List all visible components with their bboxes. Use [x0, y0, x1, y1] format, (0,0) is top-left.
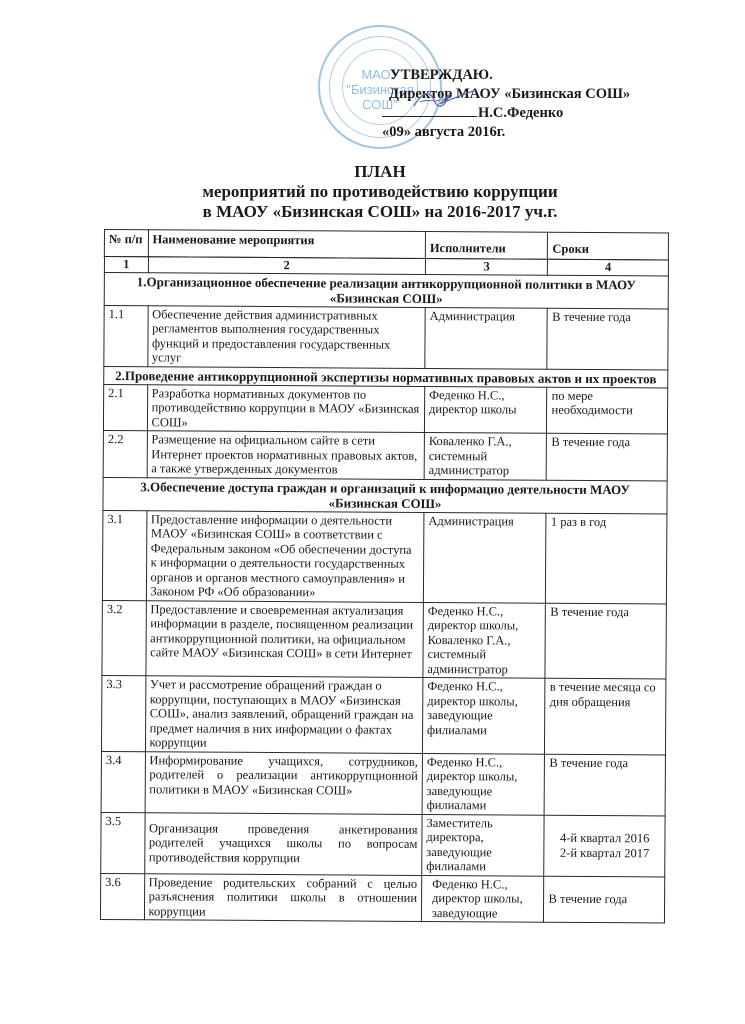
row-term: [544, 815, 665, 877]
table-row: [101, 675, 665, 754]
table-row: [101, 751, 665, 815]
row-name: Проведение родительских собраний с целью разъяснения политики школы в отношении коррупции: [144, 873, 422, 921]
table-row: [100, 873, 664, 923]
approval-position: Директор МАОУ «Бизинская СОШ»: [389, 86, 631, 102]
handwritten-signature: [410, 86, 480, 112]
section-header: [104, 272, 668, 308]
row-executors: Феденко Н.С., директор школы, заведующие филиалами: [422, 753, 545, 815]
table-row: [101, 812, 665, 876]
section-title: 2.Проведение антикоррупционной экспертизы нормативных правовых актов и их проектов: [104, 366, 668, 387]
row-term: по мере необходимости: [547, 387, 668, 434]
row-number: 3.1: [102, 510, 146, 600]
row-number: 3.2: [102, 600, 146, 676]
plan-table: [100, 256, 669, 923]
row-executors: Заместитель директора, заведующие филиалами: [422, 814, 545, 876]
header-num: № п/п: [104, 230, 148, 257]
row-number: 1.1: [104, 305, 148, 366]
section-title: 1.Организационное обеспечение реализации антикоррупционной политики в МАОУ «Бизинская СОШ»: [104, 272, 668, 308]
term-line: 2-й квартал 2017: [559, 845, 650, 860]
row-executors: Феденко Н.С., директор школы: [424, 386, 547, 433]
row-name: Размещение на официальном сайте в сети Интернет проектов нормативных правовых актов, а также утвержденных документов: [147, 431, 425, 479]
row-name: Разработка нормативных документов по противодействию коррупции в МАОУ «Бизинская СОШ»: [147, 384, 425, 432]
title-subtitle-2: в МАОУ «Бизинская СОШ» на 2016-2017 уч.г.: [202, 202, 558, 221]
stamp-line: "Бизинская: [346, 82, 414, 97]
column-number: 2: [148, 257, 426, 274]
row-name: Учет и рассмотрение обращений граждан о коррупции, поступающих в МАОУ «Бизинская СОШ», анализ заявлений, обращений граждан на предмет наличия в них информации о фактах коррупции: [145, 676, 423, 753]
approval-date: «09» августа 2016г.: [382, 124, 506, 140]
stamp-line: МАОУ: [361, 67, 399, 82]
table-row: [102, 510, 667, 603]
approval-heading: УТВЕРЖДАЮ.: [390, 67, 493, 83]
row-name: Предоставление и своевременная актуализация информации в разделе, посвященном реализации антикоррупционной политики, на официальном сайте МАОУ «Бизинская СОШ» в сети Интернет: [145, 600, 423, 677]
header-table: [104, 229, 669, 260]
table-row: [103, 430, 667, 480]
row-executors: Феденко Н.С., директор школы, заведующие филиалами: [422, 677, 545, 753]
row-number: 2.1: [103, 384, 147, 431]
row-executors: Администрация: [423, 512, 546, 603]
stamp-line: СОШ": [362, 97, 398, 112]
row-executors: Феденко Н.С., директор школы, заведующие: [421, 875, 544, 922]
document-title: [150, 162, 610, 222]
row-executors: Коваленко Г.А., системный администратор: [424, 432, 547, 479]
row-term: В течение года: [545, 603, 666, 679]
column-number: 3: [425, 258, 548, 274]
row-term: В течение года: [547, 308, 668, 370]
header-name: Наименование мероприятия: [148, 230, 426, 258]
table-row: [103, 384, 667, 434]
row-executors: Феденко Н.С., директор школы, Коваленко Г.А., системный администратор: [423, 602, 546, 678]
row-number: 2.2: [103, 430, 147, 477]
row-name: Предоставление информации о деятельности МАОУ «Бизинская СОШ» в соответствии с Федеральным законом «Об обеспечении доступа к информации о деятельности государственных органов и органов местного самоуправления» и Законом РФ «Об образовании»: [146, 510, 424, 602]
row-term: в течение месяца со дня обращения: [545, 678, 666, 754]
row-name: Обеспечение действия административных регламентов выполнения государственных функций и предоставления государственных услуг: [147, 305, 425, 368]
title-plan: ПЛАН: [354, 162, 406, 181]
row-name: Информирование учащихся, сотрудников, родителей о реализации антикоррупционной политики в МАОУ «Бизинская СОШ»: [145, 751, 423, 814]
row-name: Организация проведения анкетирования родителей учащихся школы по вопросам противодействия коррупции: [144, 812, 422, 875]
column-number: 1: [104, 257, 148, 273]
row-number: 3.5: [101, 812, 145, 873]
row-number: 3.6: [100, 873, 144, 920]
row-term: В течение года: [545, 754, 666, 816]
table-row: [104, 305, 668, 369]
term-line: 4-й квартал 2016: [559, 830, 650, 846]
section-header: [103, 477, 667, 513]
column-number: 4: [548, 259, 669, 275]
approver-name: Н.С.Феденко: [478, 105, 564, 121]
row-term: 1 раз в год: [546, 513, 667, 604]
row-term: В течение года: [547, 433, 668, 480]
row-term: В течение года: [544, 876, 665, 923]
table-row: [102, 600, 666, 679]
row-number: 3.3: [101, 675, 145, 751]
row-number: 3.4: [101, 751, 145, 812]
title-subtitle: мероприятий по противодействию коррупции: [202, 182, 558, 201]
header-row: [104, 230, 668, 260]
header-executors: Исполнители: [425, 231, 548, 258]
row-executors: Администрация: [425, 307, 548, 369]
header-term: Сроки: [548, 232, 669, 259]
section-title: 3.Обеспечение доступа граждан и организаций к информацио деятельности МАОУ «Бизинская СОШ»: [103, 477, 667, 513]
